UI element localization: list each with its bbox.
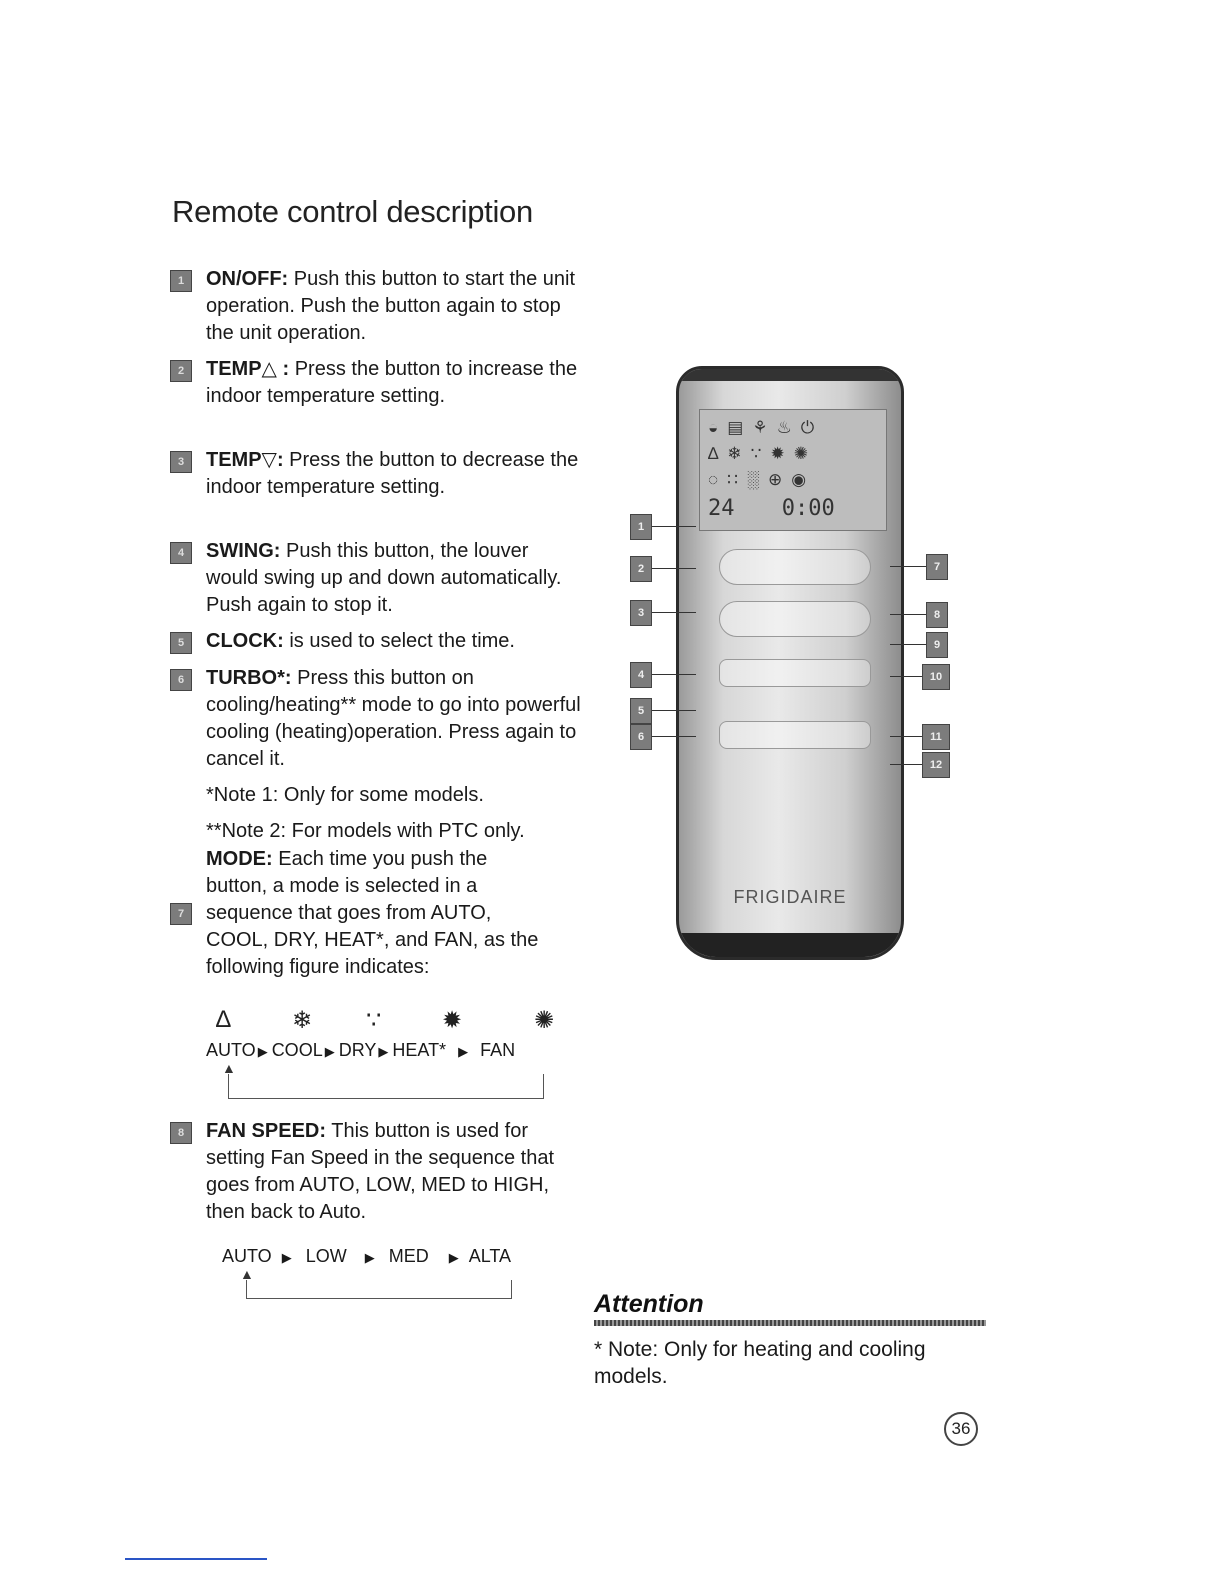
callout-10: 10 [922,664,950,690]
item-number: 1 [170,270,192,292]
callout-1: 1 [630,514,652,540]
item-label: CLOCK: [206,630,284,652]
arrow-right-icon: ▶ [281,1250,292,1265]
mode-sequence [206,1040,515,1061]
fan-auto: AUTO [222,1246,272,1266]
item-text: Press this button on cooling/heating** mode to go into powerful cooling (heating)operation. Press again to cancel it. [206,667,581,770]
cool-mode-icon: ❄ [292,1007,313,1034]
callout-5: 5 [630,698,652,724]
item-number: 5 [170,632,192,654]
item-text: Each time you push the button, a mode is selected in a sequence that goes from AUTO, COOL, DRY, HEAT*, and FAN, as the following figure indicates: [206,848,539,978]
attention-heading: Attention [594,1290,704,1318]
item-temp-down [177,447,586,501]
lcd-temperature: 24 [708,496,735,521]
item-number: 3 [170,451,192,473]
item-text: This button is used for setting Fan Speed in the sequence that goes from AUTO, LOW, MED to HIGH, then back to Auto. [206,1120,555,1223]
remote-swing-row [719,659,871,687]
mode-dry: DRY [338,1040,377,1060]
callout-11: 11 [922,724,950,750]
arrow-right-icon: ▶ [324,1044,335,1059]
fan-mode-icon: ✺ [534,1007,555,1034]
callout-7: 7 [926,554,948,580]
callout-12: 12 [922,752,950,778]
item-swing [177,538,586,619]
mode-icon-row [206,1006,576,1036]
remote-control-image [676,366,904,960]
arrow-right-icon: ▶ [448,1250,459,1265]
remote-control-buttons [719,601,871,637]
arrow-right-icon: ▶ [257,1044,268,1059]
callout-4: 4 [630,662,652,688]
arrow-up-icon: ▲ [240,1266,254,1282]
callout-2: 2 [630,556,652,582]
callout-9: 9 [926,632,948,658]
callout-6: 6 [630,724,652,750]
note-2: **Note 2: For models with PTC only. [206,820,525,842]
callout-8: 8 [926,602,948,628]
remote-brand-logo: FRIGIDAIRE [733,887,847,907]
item-text: Push this button, the louver would swing up and down automatically. Push again to stop it. [206,540,562,616]
item-text: Push this button to start the unit operation. Push the button again to stop the unit operation. [206,268,576,344]
remote-temp-buttons [719,549,871,585]
item-on-off [177,266,586,347]
item-turbo [177,665,586,773]
mode-heat: HEAT* [392,1040,447,1060]
arrow-right-icon: ▶ [364,1250,375,1265]
page-title: Remote control description [172,194,533,229]
item-label: MODE: [206,848,273,870]
item-number: 2 [170,360,192,382]
item-label: SWING: [206,540,281,562]
bottom-rule [125,1558,267,1560]
item-clock [177,628,586,655]
item-label: TURBO*: [206,667,292,689]
fan-alta: ALTA [468,1246,512,1266]
fan-sequence [222,1246,511,1267]
remote-lcd [699,409,887,531]
item-number: 6 [170,669,192,691]
item-label: FAN SPEED: [206,1120,327,1142]
item-text: Press the button to increase the indoor temperature setting. [206,358,578,407]
item-number: 8 [170,1122,192,1144]
item-label: TEMP△ : [206,358,290,380]
item-number: 4 [170,542,192,564]
attention-note: * Note: Only for heating and cooling models. [594,1338,926,1388]
arrow-right-icon: ▶ [378,1044,389,1059]
item-label: TEMP▽: [206,449,284,471]
fan-med: MED [388,1246,429,1266]
mode-auto: AUTO [206,1040,256,1060]
dry-mode-icon: ∵ [366,1007,382,1034]
item-mode [177,846,546,981]
item-temp-up [177,356,586,410]
item-text: is used to select the time. [283,630,515,652]
fan-low: LOW [305,1246,347,1266]
lcd-icons-row: ◒▤⚘♨⏻ [708,418,824,437]
mode-fan: FAN [480,1040,516,1060]
lcd-readout [708,496,835,521]
heat-mode-icon: ✹ [442,1007,463,1034]
item-number: 7 [170,903,192,925]
arrow-up-icon: ▲ [222,1060,236,1076]
callout-3: 3 [630,600,652,626]
mode-cool: COOL [271,1040,323,1060]
remote-turbo-row [719,721,871,749]
fan-loop-line [246,1280,512,1299]
attention-divider [594,1320,986,1326]
lcd-time: 0:00 [781,496,835,521]
lcd-mode-icons-row: ∆❄∵✹✺ [708,444,817,463]
mode-loop-line [228,1074,544,1099]
page-number: 36 [944,1412,978,1446]
item-text: Press the button to decrease the indoor temperature setting. [206,449,579,498]
lcd-status-icons-row: ◌∷░⊕◉ [708,470,816,489]
item-fan-speed [177,1118,586,1226]
auto-mode-icon: ∆ [216,1006,231,1033]
note-1: *Note 1: Only for some models. [206,784,484,806]
item-label: ON/OFF: [206,268,289,290]
arrow-right-icon: ▶ [458,1044,469,1059]
